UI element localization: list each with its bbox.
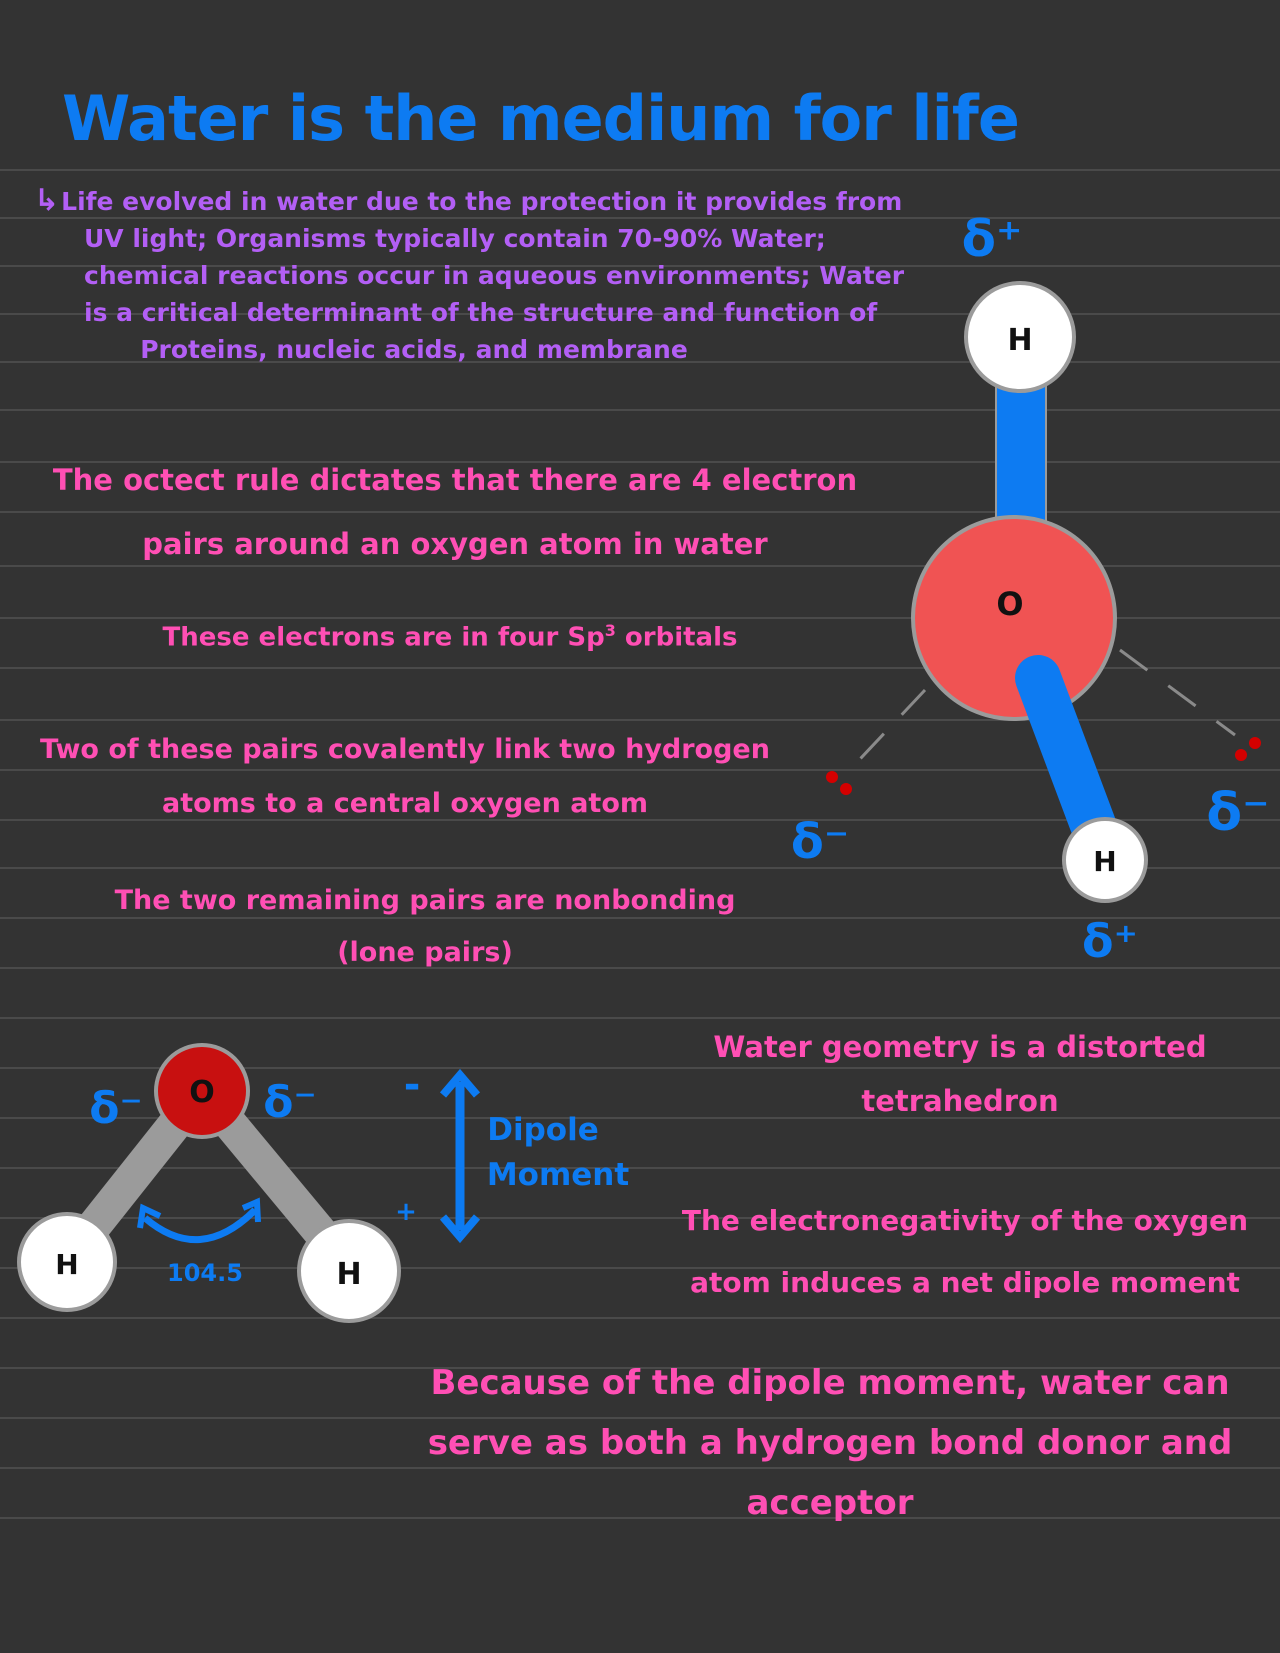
dipole-minus-sign: - (403, 1062, 421, 1108)
delta-plus-bottom: δ⁺ (1082, 914, 1138, 968)
electronegativity-note: The electronegativity of the oxygen atom induces a net dipole moment (681, 1204, 1249, 1299)
dipole-conclusion-note: Because of the dipole moment, water can serve as both a hydrogen bond donor and acceptor (427, 1363, 1233, 1523)
oxygen-label: O (996, 585, 1024, 623)
bond-angle-arc (145, 1210, 255, 1240)
dipole-label-line-1: Dipole (487, 1112, 599, 1148)
bent-oxygen-label: O (189, 1075, 215, 1110)
page-title: Water is the medium for life (62, 82, 1019, 155)
lone-pair-guide-left (845, 690, 925, 775)
bond-top (996, 370, 1046, 530)
delta-minus-right: δ⁻ (1206, 783, 1270, 843)
delta-plus-top: δ⁺ (961, 210, 1023, 268)
bond-bottom (1038, 678, 1095, 830)
bent-hydrogen-left-label: H (55, 1248, 79, 1281)
bent-water-diagram (19, 1045, 629, 1321)
bent-hydrogen-right-label: H (336, 1257, 362, 1292)
arrow-icon: ↳ (34, 183, 60, 218)
intro-line-5: Proteins, nucleic acids, and membrane (140, 335, 688, 364)
covalent-link-note: Two of these pairs covalently link two hydrogen atoms to a central oxygen atom (40, 734, 770, 819)
dipole-label-line-2: Moment (486, 1157, 630, 1193)
electron-dot (1235, 749, 1247, 761)
nonbonding-note: The two remaining pairs are nonbonding (lone pairs) (114, 885, 736, 968)
bent-delta-minus-right: δ⁻ (263, 1077, 317, 1128)
hydrogen-top-label: H (1007, 323, 1033, 358)
hydrogen-bottom-label: H (1093, 845, 1117, 878)
intro-line-1: ↳Life evolved in water due to the protection it provides from (34, 183, 903, 218)
lone-pair-guide-right (1120, 650, 1235, 735)
octet-rule-note: The octect rule dictates that there are 4 electron pairs around an oxygen atom in water (52, 463, 858, 561)
intro-line-2: UV light; Organisms typically contain 70-90% Water; (84, 224, 826, 253)
sp3-orbitals-note: These electrons are in four Sp$^3$ orbitals (162, 621, 738, 653)
electron-dot (826, 771, 838, 783)
dipole-plus-sign: + (395, 1197, 417, 1227)
intro-line-3: chemical reactions occur in aqueous environments; Water (84, 261, 905, 290)
tetrahedral-water-diagram (791, 210, 1270, 968)
delta-minus-left: δ⁻ (790, 814, 850, 870)
intro-line-4: is a critical determinant of the structure and function of (84, 298, 878, 327)
geometry-note: Water geometry is a distorted tetrahedron (713, 1030, 1207, 1118)
bent-delta-minus-left: δ⁻ (89, 1083, 143, 1134)
electron-dot (840, 783, 852, 795)
electron-dot (1249, 737, 1261, 749)
bond-angle-label: 104.5 (167, 1259, 243, 1287)
